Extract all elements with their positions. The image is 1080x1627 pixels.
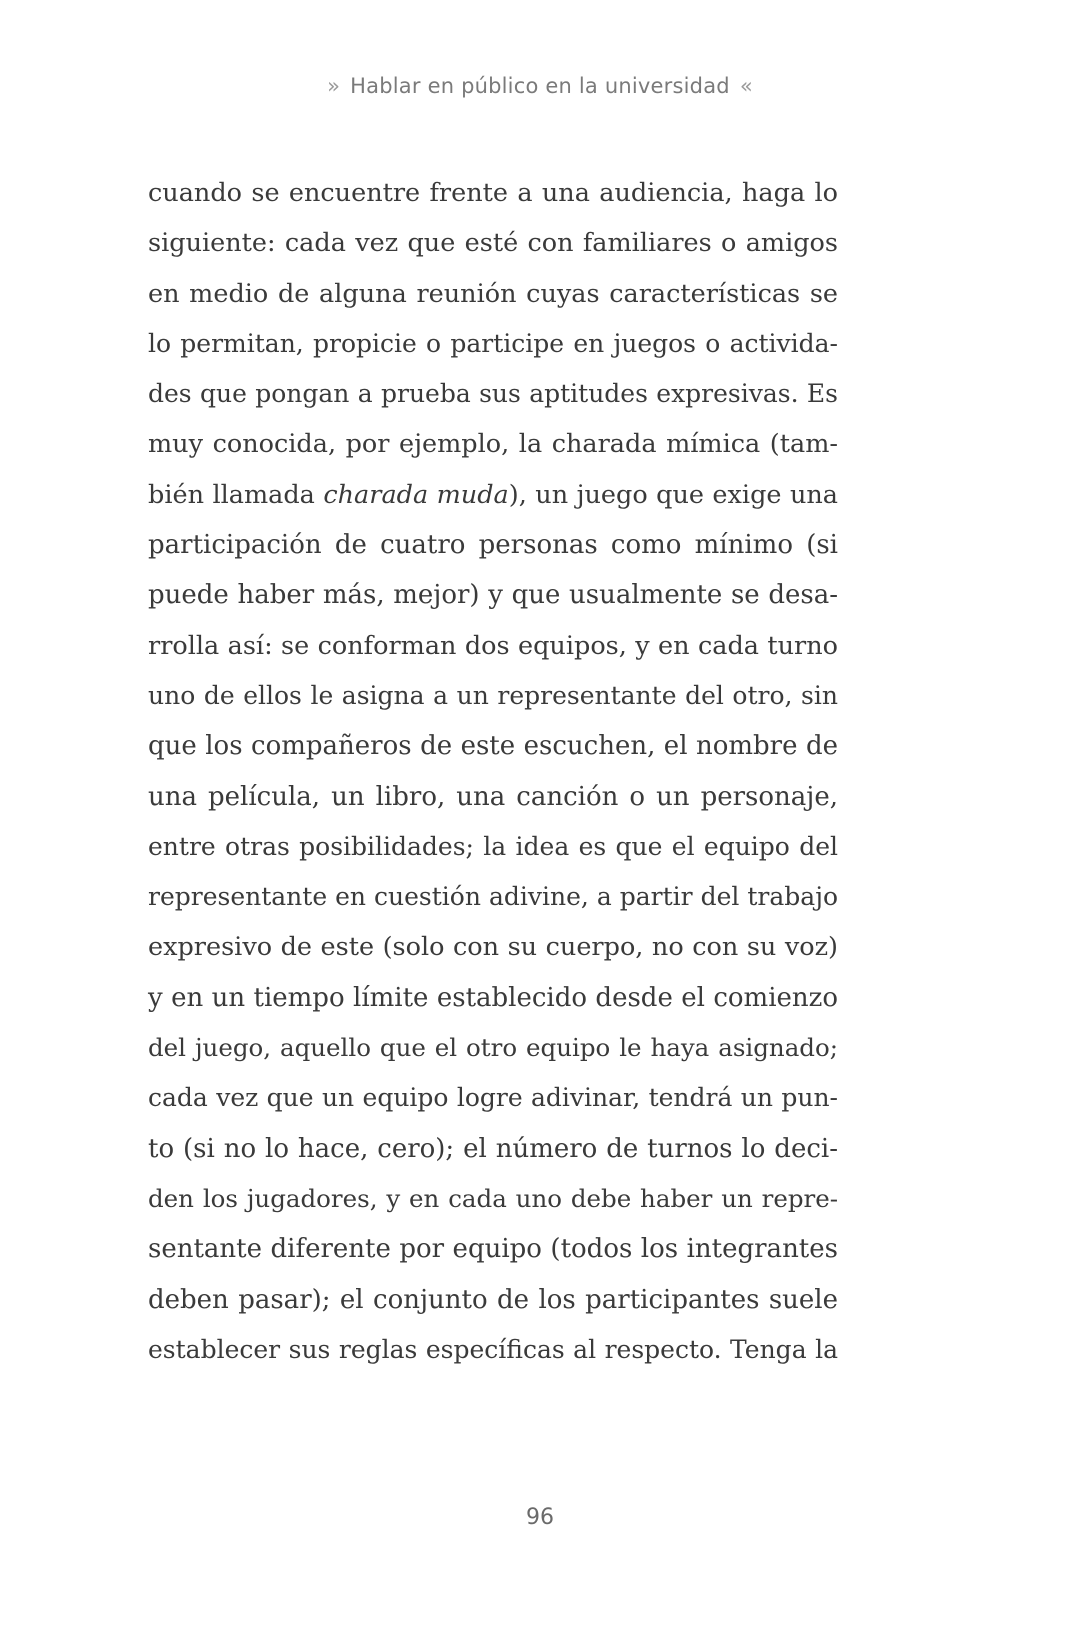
text-line: des que pongan a prueba sus aptitudes expresivas. Es bbox=[148, 379, 838, 409]
text-line: expresivo de este (solo con su cuerpo, no con su voz) bbox=[148, 932, 838, 963]
page-number: 96 bbox=[526, 1505, 554, 1530]
running-header bbox=[0, 74, 1080, 98]
text-line: uno de ellos le asigna a un representante del otro, sin bbox=[148, 680, 838, 710]
text-segment: ), un juego que exige una bbox=[508, 479, 838, 510]
text-line: siguiente: cada vez que esté con familiares o amigos bbox=[148, 228, 838, 259]
text-line: puede haber más, mejor) y que usualmente se desa- bbox=[148, 580, 838, 611]
text-line: una película, un libro, una canción o un personaje, bbox=[148, 781, 838, 812]
text-line: y en un tiempo límite establecido desde el comienzo bbox=[148, 982, 838, 1013]
text-line: entre otras posibilidades; la idea es que el equipo del bbox=[148, 831, 838, 861]
text-line: del juego, aquello que el otro equipo le haya asignado; bbox=[148, 1033, 838, 1063]
text-segment: bién llamada bbox=[148, 479, 324, 510]
text-line: que los compañeros de este escuchen, el nombre de bbox=[148, 731, 838, 762]
text-line: establecer sus reglas específicas al respecto. Tenga la bbox=[148, 1334, 838, 1364]
italic-term: charada muda bbox=[323, 479, 509, 510]
text-line: to (si no lo hace, cero); el número de turnos lo deci- bbox=[148, 1133, 838, 1164]
text-line: cuando se encuentre frente a una audiencia, haga lo bbox=[148, 178, 838, 208]
text-line: sentante diferente por equipo (todos los integrantes bbox=[148, 1234, 838, 1265]
text-line: den los jugadores, y en cada uno debe haber un repre- bbox=[148, 1183, 838, 1213]
text-line: participación de cuatro personas como mínimo (si bbox=[148, 530, 838, 561]
text-line: muy conocida, por ejemplo, la charada mímica (tam- bbox=[148, 429, 838, 460]
header-right-guillemet: « bbox=[739, 74, 753, 98]
body-text bbox=[148, 168, 838, 1375]
text-line: rrolla así: se conforman dos equipos, y en cada turno bbox=[148, 630, 838, 661]
text-line: representante en cuestión adivine, a partir del trabajo bbox=[148, 882, 838, 912]
text-line: en medio de alguna reunión cuyas características se bbox=[148, 278, 838, 309]
text-line-with-italic bbox=[148, 470, 838, 520]
header-left-guillemet: » bbox=[327, 74, 341, 98]
header-title: Hablar en público en la universidad bbox=[350, 74, 730, 98]
text-line: cada vez que un equipo logre adivinar, tendrá un pun- bbox=[148, 1083, 838, 1113]
text-line: deben pasar); el conjunto de los participantes suele bbox=[148, 1284, 838, 1315]
text-line: lo permitan, propicie o participe en juegos o activida- bbox=[148, 328, 838, 358]
